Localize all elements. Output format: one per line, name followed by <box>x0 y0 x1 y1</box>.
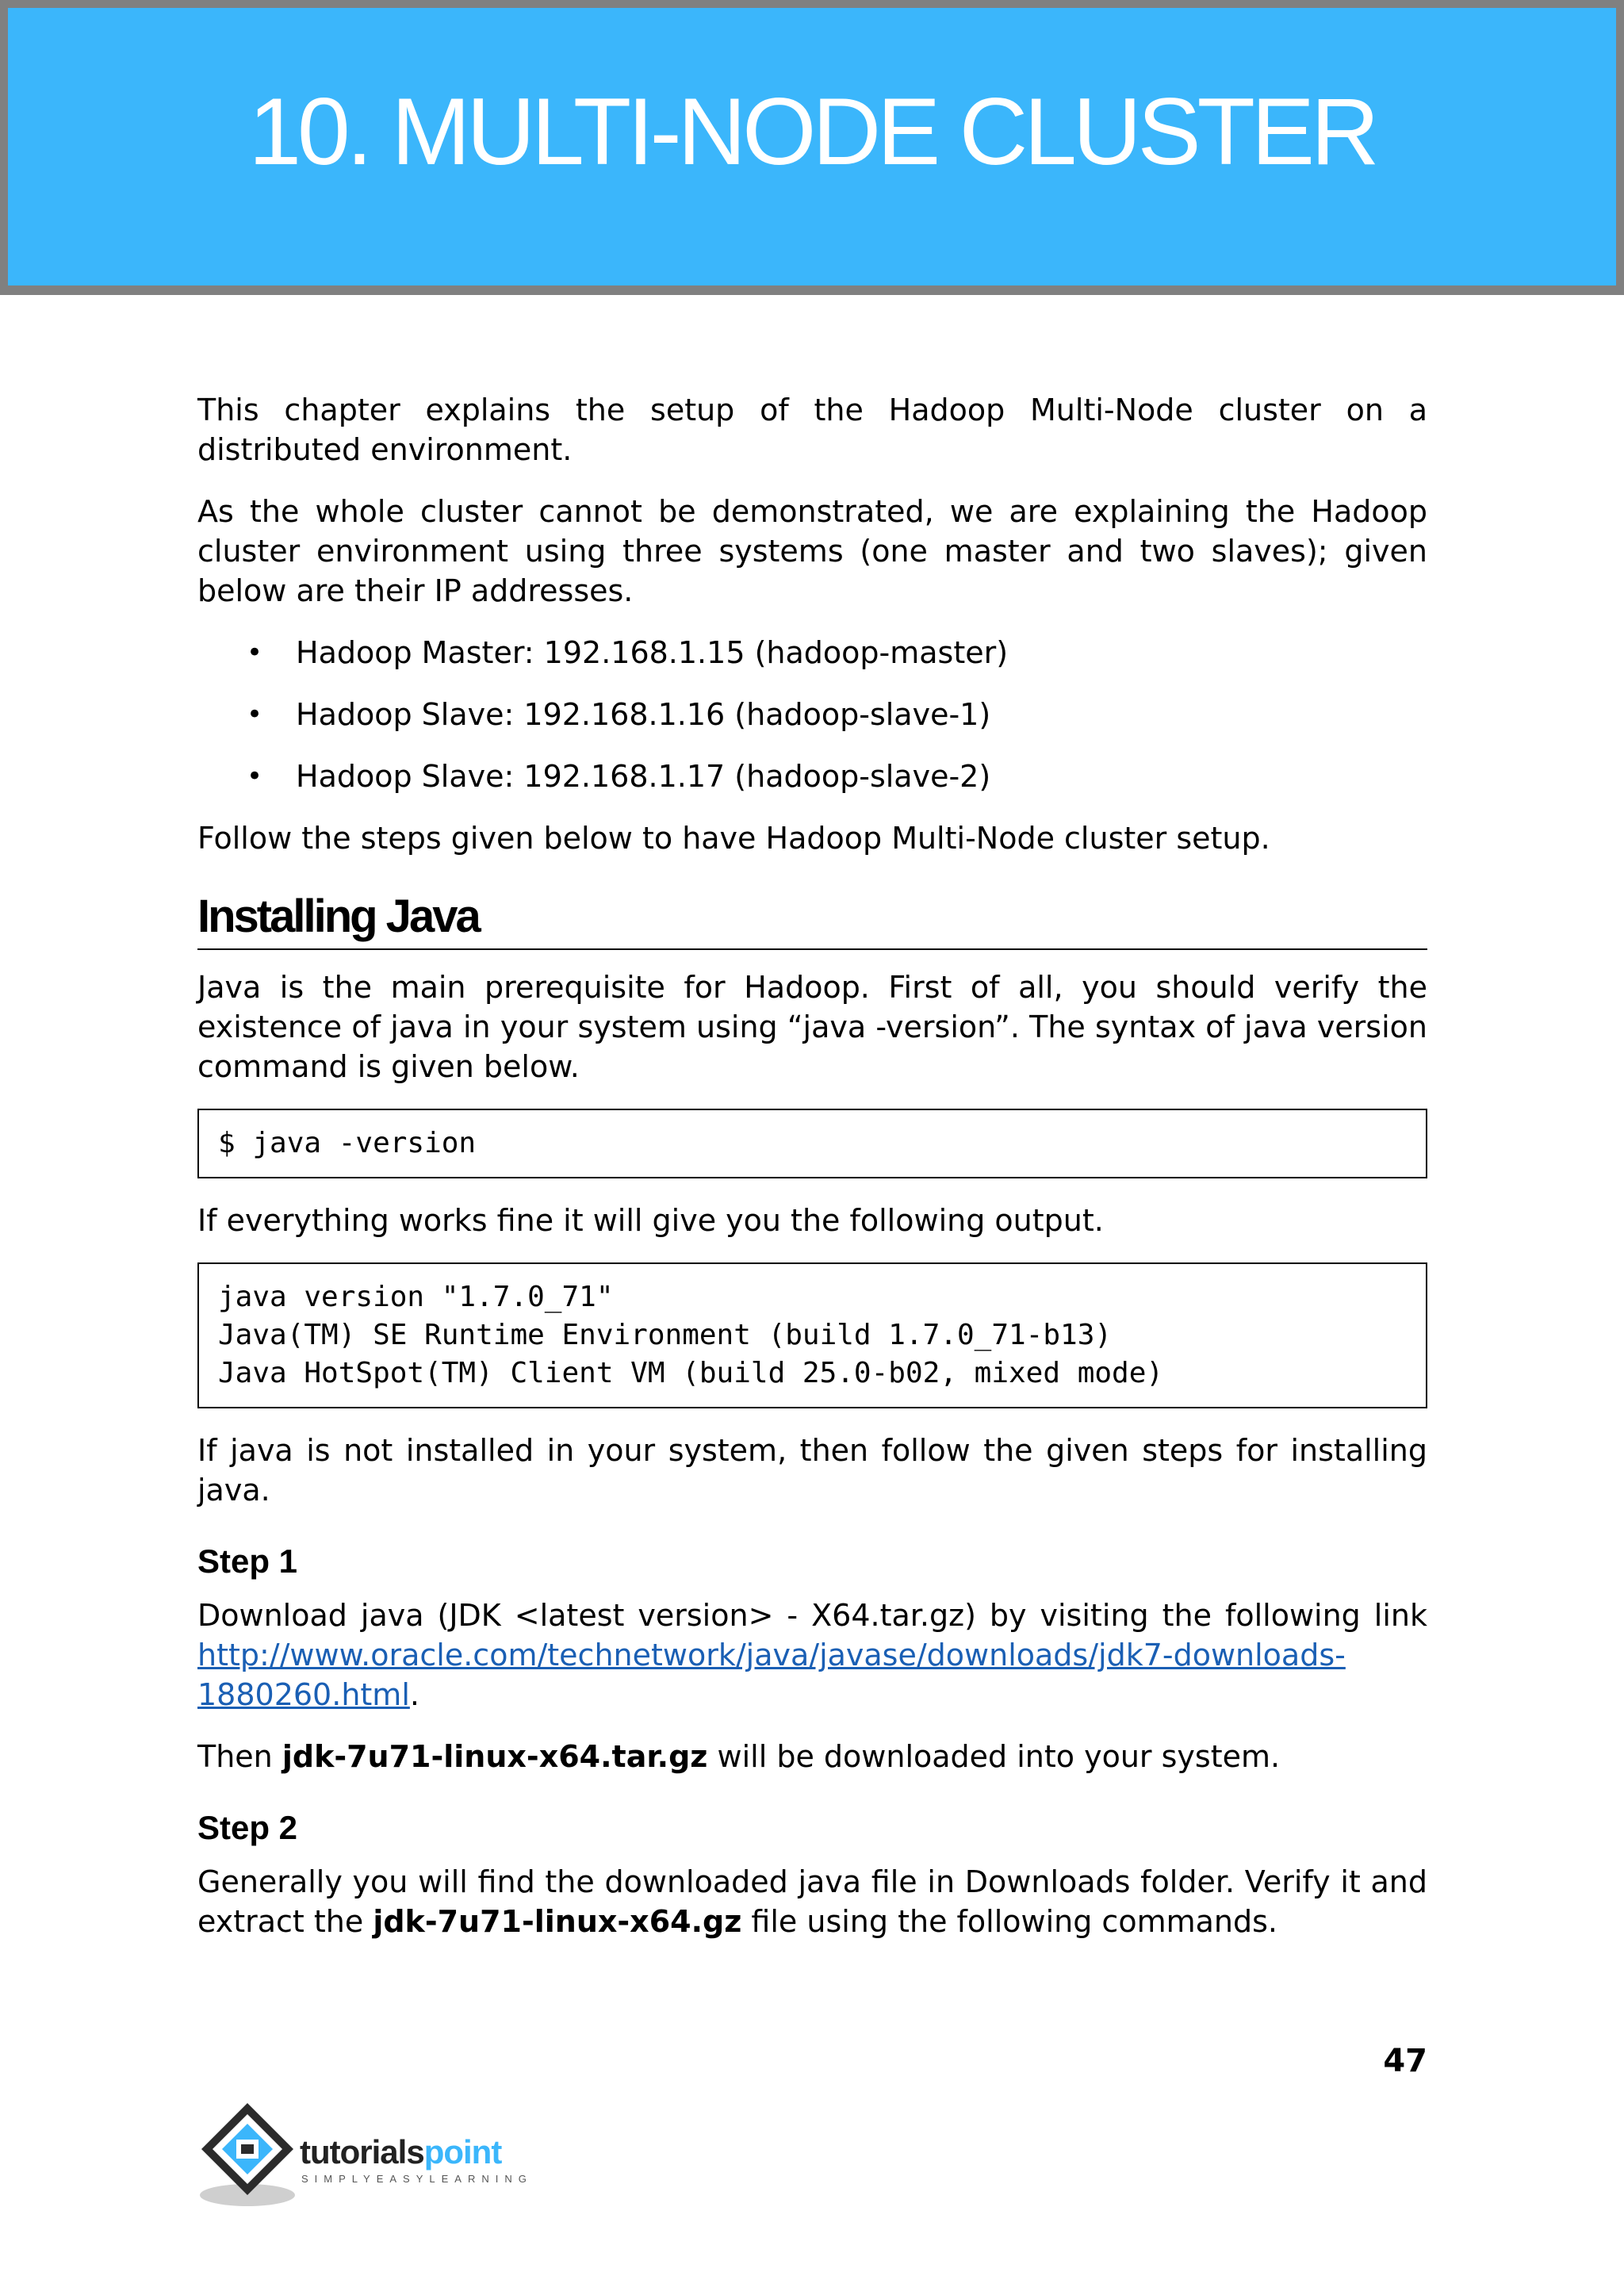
step2-suffix: file using the following commands. <box>741 1904 1277 1939</box>
code-line: $ java -version <box>218 1127 477 1159</box>
code-line: java version "1.7.0_71" <box>218 1281 614 1313</box>
logo-wordmark: tutorialspoint <box>300 2133 502 2170</box>
node-list <box>197 633 1427 796</box>
intro-paragraph: This chapter explains the setup of the Hadoop Multi-Node cluster on a distributed environment. <box>197 393 1427 467</box>
page-content <box>197 390 1427 1941</box>
jdk-filename: jdk-7u71-linux-x64.tar.gz <box>282 1739 708 1774</box>
step2-paragraph <box>197 1862 1427 1941</box>
code-line: Java HotSpot(TM) Client VM (build 25.0-b02, mixed mode) <box>218 1357 1164 1389</box>
cluster-paragraph: As the whole cluster cannot be demonstrated, we are explaining the Hadoop cluster environment using three systems (one master and two slaves); given below are their IP addresses. <box>197 494 1427 608</box>
step2-prefix: Generally you will find the downloaded java file in Downloads folder. Verify it and extract the <box>197 1864 1427 1939</box>
then-suffix: will be downloaded into your system. <box>707 1739 1281 1774</box>
jdk-gz-filename: jdk-7u71-linux-x64.gz <box>373 1904 742 1939</box>
not-installed-paragraph: If java is not installed in your system, then follow the given steps for installing java. <box>197 1433 1427 1508</box>
jdk-download-link[interactable]: http://www.oracle.com/technetwork/java/javase/downloads/jdk7-downloads-1880260.html <box>197 1638 1346 1712</box>
list-item: • Hadoop Master: 192.168.1.15 (hadoop-master) <box>197 633 1427 672</box>
section-heading-installing-java: Installing Java <box>197 891 1427 950</box>
code-block-java-version <box>197 1109 1427 1178</box>
step2-heading: Step 2 <box>197 1809 298 1846</box>
chapter-title: 10. MULTI-NODE CLUSTER <box>248 79 1376 185</box>
tutorialspoint-logo <box>195 2100 568 2211</box>
code-block-output <box>197 1262 1427 1408</box>
follow-steps-paragraph: Follow the steps given below to have Hadoop Multi-Node cluster setup. <box>197 821 1270 856</box>
chapter-banner <box>0 0 1624 295</box>
step1-heading: Step 1 <box>197 1542 298 1580</box>
step1-text: Download java (JDK <latest version> - X64.tar.gz) by visiting the following link <box>197 1598 1427 1633</box>
then-prefix: Then <box>197 1739 282 1774</box>
step1-then-paragraph <box>197 1737 1427 1776</box>
page-number: 47 <box>1383 2043 1427 2079</box>
list-item: • Hadoop Slave: 192.168.1.17 (hadoop-slave-2) <box>197 757 1427 796</box>
output-intro-paragraph: If everything works fine it will give you the following output. <box>197 1203 1104 1238</box>
logo-tagline: SIMPLYEASYLEARNING <box>301 2173 533 2185</box>
step1-paragraph <box>197 1596 1427 1715</box>
list-item: • Hadoop Slave: 192.168.1.16 (hadoop-slave-1) <box>197 695 1427 734</box>
java-prereq-paragraph: Java is the main prerequisite for Hadoop. First of all, you should verify the existence of java in your system using “java -version”. The syntax of java version command is given below. <box>197 970 1427 1084</box>
code-line: Java(TM) SE Runtime Environment (build 1.7.0_71-b13) <box>218 1319 1113 1351</box>
logo-diamond-icon <box>195 2100 298 2211</box>
step1-link-end: . <box>409 1677 419 1712</box>
